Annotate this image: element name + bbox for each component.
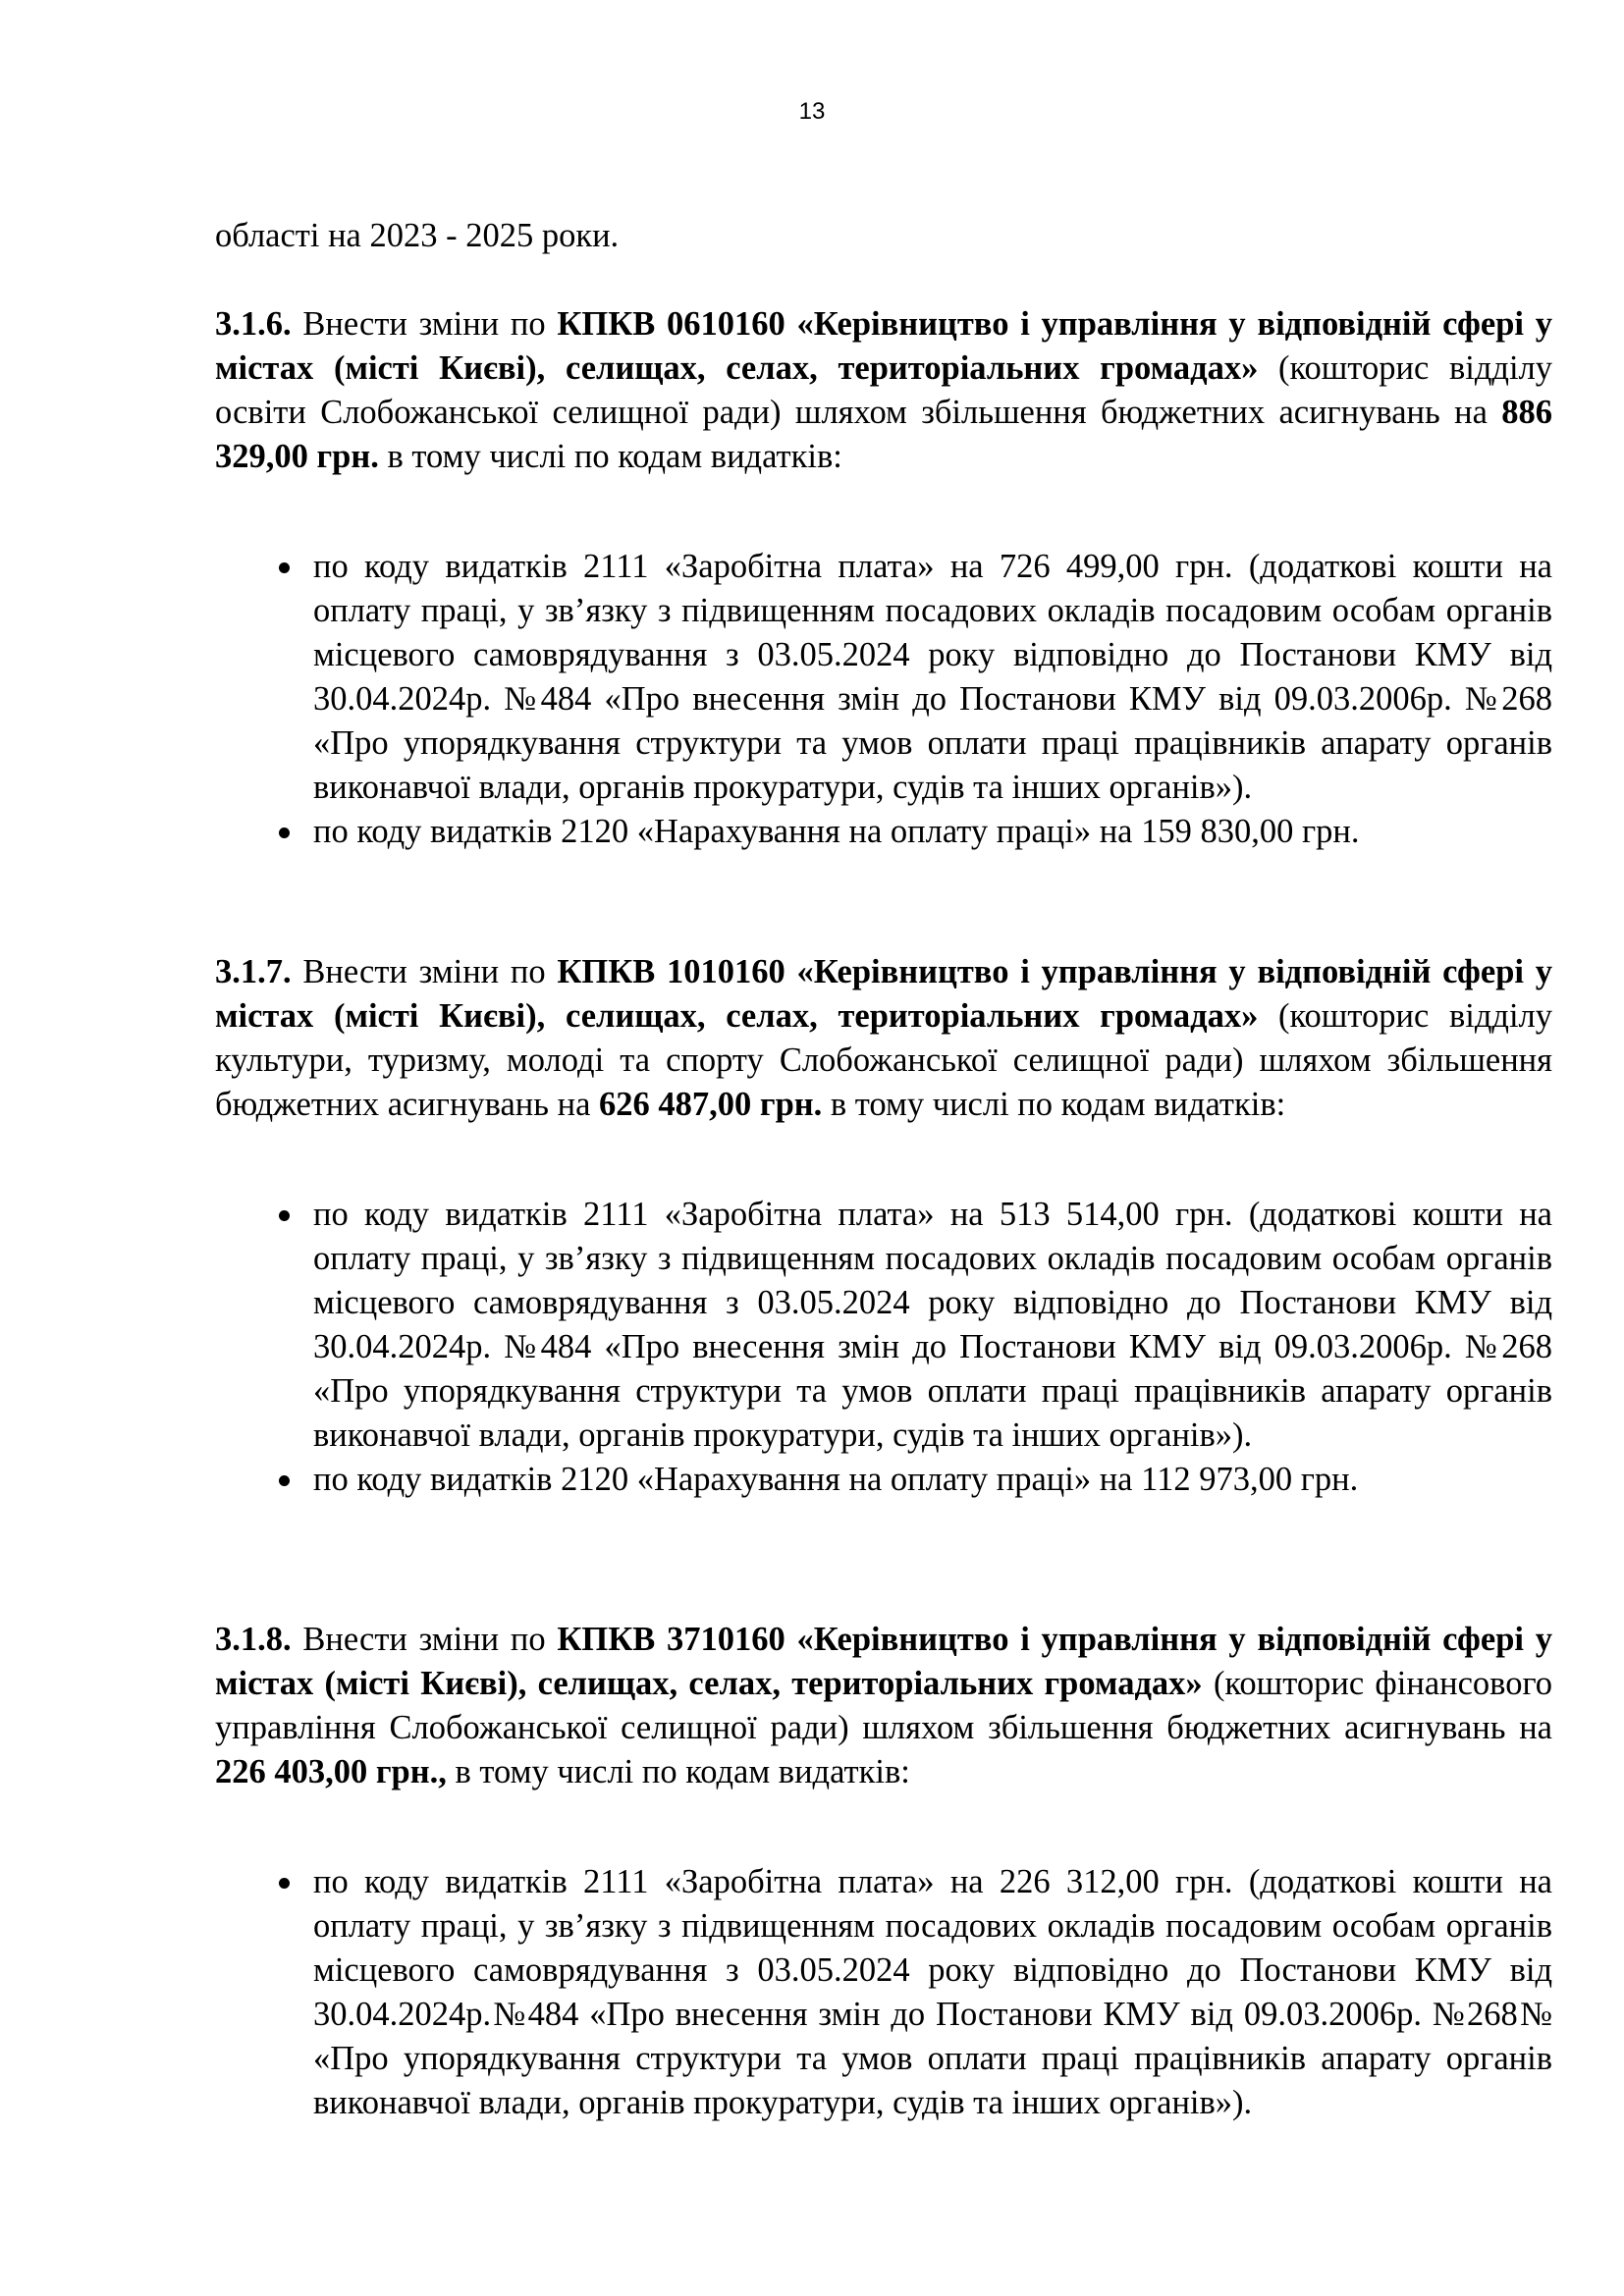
expense-list bbox=[215, 545, 1552, 854]
list-item-text: по коду видатків 2111 «Заробітна плата» на 726 499,00 грн. (додаткові кошти на оплату праці, у зв’язку з підвищенням посадових окладів посадовим особам органів місцевого самоврядування з 03.05.2024 року відповідно до Постанови КМУ від 30.04.2024р. №484 «Про внесення змін до Постанови КМУ від 09.03.2006р. №268 «Про упорядкування структури та умов оплати праці працівників апарату органів виконавчої влади, органів прокуратури, судів та інших органів»). bbox=[313, 548, 1552, 806]
section-description: (кошторис відділу культури, туризму, молоді та спорту Слобожанської селищної ради) шляхом збільшення бюджетних асигнувань на bbox=[215, 997, 1553, 1123]
bullet-icon bbox=[279, 1475, 290, 1486]
section-number: 3.1.7. bbox=[215, 953, 292, 990]
section-description: (кошторис фінансового управління Слобожанської селищної ради) шляхом збільшення бюджетних асигнувань на bbox=[215, 1665, 1553, 1746]
bullet-icon bbox=[279, 828, 290, 838]
section-paragraph bbox=[215, 302, 1552, 479]
section-3-1-7-items bbox=[215, 1193, 1552, 1502]
list-item-text: по коду видатків 2120 «Нарахування на оплату праці» на 159 830,00 грн. bbox=[313, 813, 1360, 850]
section-number: 3.1.6. bbox=[215, 305, 292, 343]
section-3-1-7 bbox=[215, 950, 1552, 1127]
section-description: (кошторис відділу освіти Слобожанської селищної ради) шляхом збільшення бюджетних асигнувань на bbox=[215, 349, 1553, 431]
section-lead: Внести зміни по bbox=[302, 1621, 546, 1658]
bullet-icon bbox=[279, 562, 290, 573]
list-item bbox=[215, 810, 1552, 854]
list-item-text: по коду видатків 2111 «Заробітна плата» на 226 312,00 грн. (додаткові кошти на оплату праці, у зв’язку з підвищенням посадових окладів посадовим особам органів місцевого самоврядування з 03.05.2024 року відповідно до Постанови КМУ від 30.04.2024р.№484 «Про внесення змін до Постанови КМУ від 09.03.2006р. №268№ «Про упорядкування структури та умов оплати праці працівників апарату органів виконавчої влади, органів прокуратури, судів та інших органів»). bbox=[313, 1863, 1552, 2121]
list-item bbox=[215, 1458, 1552, 1502]
section-title: КПКВ 1010160 «Керівництво і управління у відповідній сфері у містах (місті Києві), селищах, селах, територіальних громадах» bbox=[215, 953, 1552, 1035]
list-item-text: по коду видатків 2120 «Нарахування на оплату праці» на 112 973,00 грн. bbox=[313, 1461, 1359, 1498]
list-item bbox=[215, 545, 1552, 810]
bullet-icon bbox=[279, 1878, 290, 1889]
section-paragraph bbox=[215, 950, 1552, 1127]
expense-list bbox=[215, 1193, 1552, 1502]
section-3-1-8-items bbox=[215, 1860, 1552, 2125]
intro-block bbox=[215, 214, 1552, 258]
section-amount: 226 403,00 грн., bbox=[215, 1753, 447, 1790]
list-item bbox=[215, 1193, 1552, 1458]
page-number: 13 bbox=[798, 98, 826, 125]
section-tail: в тому числі по кодам видатків: bbox=[387, 438, 842, 475]
section-amount: 626 487,00 грн. bbox=[599, 1086, 823, 1123]
section-number: 3.1.8. bbox=[215, 1621, 292, 1658]
intro-line: області на 2023 - 2025 роки. bbox=[215, 217, 620, 254]
list-item bbox=[215, 1860, 1552, 2125]
section-3-1-6-items bbox=[215, 545, 1552, 854]
section-paragraph bbox=[215, 1618, 1552, 1794]
section-lead: Внести зміни по bbox=[302, 953, 546, 990]
expense-list bbox=[215, 1860, 1552, 2125]
section-tail: в тому числі по кодам видатків: bbox=[455, 1753, 910, 1790]
section-title: КПКВ 0610160 «Керівництво і управління у відповідній сфері у містах (місті Києві), селищах, селах, територіальних громадах» bbox=[215, 305, 1552, 387]
section-tail: в тому числі по кодам видатків: bbox=[830, 1086, 1286, 1123]
section-amount: 886 329,00 грн. bbox=[215, 394, 1553, 475]
section-3-1-6 bbox=[215, 302, 1552, 479]
section-3-1-8 bbox=[215, 1618, 1552, 1794]
list-item-text: по коду видатків 2111 «Заробітна плата» на 513 514,00 грн. (додаткові кошти на оплату праці, у зв’язку з підвищенням посадових окладів посадовим особам органів місцевого самоврядування з 03.05.2024 року відповідно до Постанови КМУ від 30.04.2024р. №484 «Про внесення змін до Постанови КМУ від 09.03.2006р. №268 «Про упорядкування структури та умов оплати праці працівників апарату органів виконавчої влади, органів прокуратури, судів та інших органів»). bbox=[313, 1196, 1552, 1454]
section-title: КПКВ 3710160 «Керівництво і управління у відповідній сфері у містах (місті Києві), селищах, селах, територіальних громадах» bbox=[215, 1621, 1552, 1702]
bullet-icon bbox=[279, 1210, 290, 1221]
section-lead: Внести зміни по bbox=[302, 305, 546, 343]
